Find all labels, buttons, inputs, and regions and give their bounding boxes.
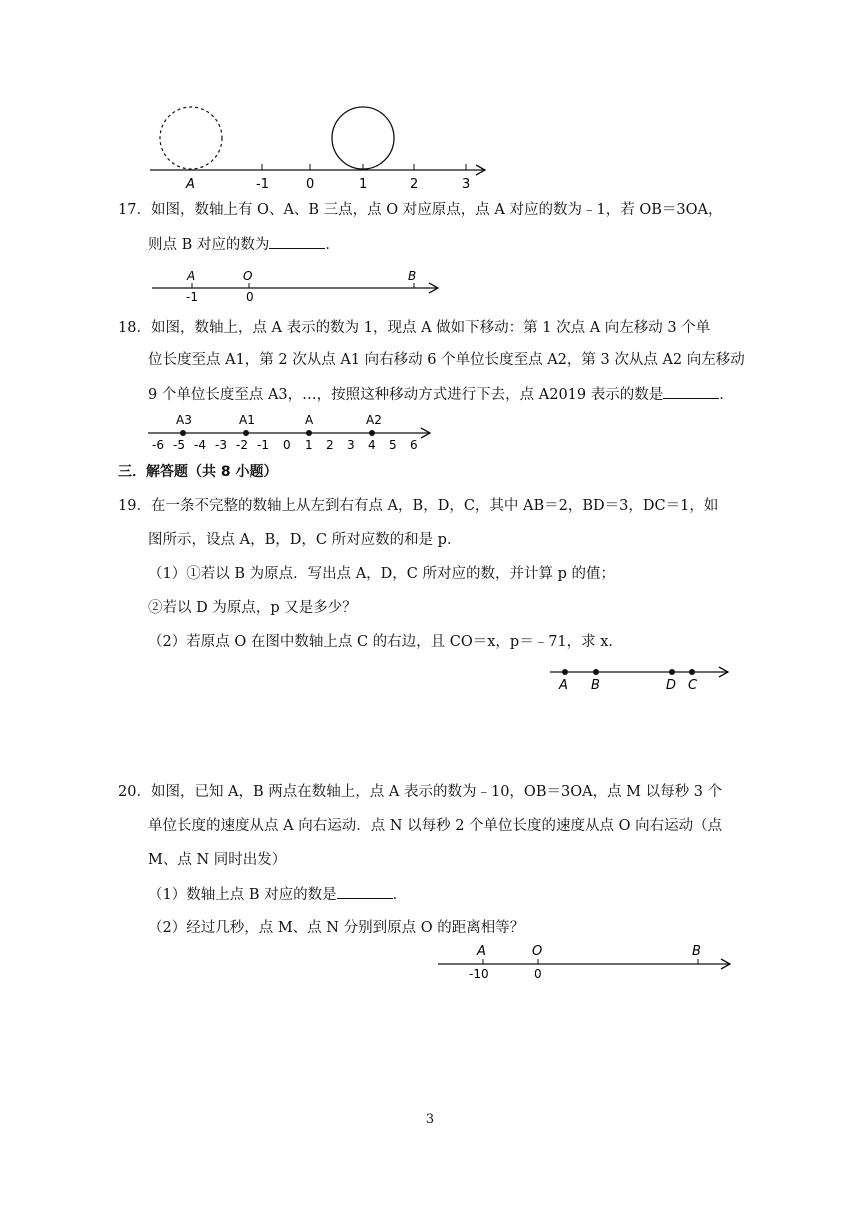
- tick-label: -4: [194, 438, 206, 452]
- q19-part2: （2）若原点 O 在图中数轴上点 C 的右边，且 CO＝x，p＝﹣71，求 x．: [148, 634, 623, 650]
- tick-label: 3: [347, 438, 355, 452]
- q18-line2: 位长度至点 A1，第 2 次从点 A1 向右移动 6 个单位长度至点 A2，第 3 次从点 A2 向左移动: [148, 352, 745, 368]
- q18-line3: 9 个单位长度至点 A3，…，按照这种移动方式进行下去，点 A2019 表示的数是 ．: [148, 384, 734, 405]
- circle-number-line-figure: [140, 100, 500, 200]
- q19-line2: 图所示，设点 A，B，D，C 所对应数的和是 p．: [148, 532, 462, 548]
- tick-label: -1: [256, 177, 269, 192]
- label-O: O: [532, 944, 543, 959]
- label-O: O: [243, 269, 253, 283]
- tick-label: -2: [236, 438, 248, 452]
- tick-label: -5: [173, 438, 185, 452]
- label-B: B: [408, 269, 417, 283]
- answer-blank: [269, 234, 325, 249]
- q17-line1: 17．如图，数轴上有 O、A、B 三点，点 O 对应原点，点 A 对应的数为﹣1，若 OB＝3OA，: [118, 202, 723, 218]
- q19-part1b: ②若以 D 为原点，p 又是多少？: [148, 600, 357, 616]
- q20-part2: （2）经过几秒，点 M、点 N 分别到原点 O 的距离相等？: [148, 920, 525, 936]
- tick-label: 2: [326, 438, 334, 452]
- tick-label: 4: [368, 438, 376, 452]
- label-A: A: [559, 678, 568, 693]
- q20-line2: 单位长度的速度从点 A 向右运动．点 N 以每秒 2 个单位长度的速度从点 O 向右运动（点: [148, 818, 723, 834]
- label-A: A: [305, 413, 314, 427]
- tick-label: -1: [186, 290, 198, 304]
- tick-label: -10: [469, 967, 489, 981]
- tick-label: 1: [305, 438, 313, 452]
- tick-label: 0: [246, 290, 254, 304]
- q17-number-line-figure: [148, 266, 448, 306]
- label-A3: A3: [176, 413, 192, 427]
- label-C: C: [688, 678, 698, 693]
- label-A: A: [186, 177, 195, 192]
- label-A2: A2: [366, 413, 382, 427]
- q19-part1a: （1）①若以 B 为原点．写出点 A，D，C 所对应的数，并计算 p 的值；: [148, 566, 616, 582]
- label-A: A: [187, 269, 196, 283]
- answer-blank: [663, 384, 719, 399]
- label-B: B: [692, 944, 701, 959]
- tick-label: 6: [410, 438, 418, 452]
- q17-line2: 则点 B 对应的数为 ．: [148, 234, 340, 255]
- dashed-circle: [160, 107, 222, 169]
- answer-blank: [337, 884, 393, 899]
- label-D: D: [666, 678, 677, 693]
- solid-circle: [332, 107, 394, 169]
- label-A: A: [477, 944, 486, 959]
- q20-part1: （1）数轴上点 B 对应的数是 ．: [148, 884, 407, 905]
- q20-number-line-figure: [434, 940, 734, 982]
- section-heading: 三．解答题（共 8 小题）: [118, 464, 278, 480]
- tick-label: -6: [152, 438, 164, 452]
- label-A1: A1: [239, 413, 255, 427]
- tick-label: 1: [359, 177, 368, 192]
- tick-label: 2: [410, 177, 419, 192]
- q18-number-line-figure: [146, 406, 436, 452]
- tick-label: 0: [306, 177, 315, 192]
- tick-label: 0: [534, 967, 542, 981]
- tick-label: 0: [283, 438, 291, 452]
- tick-label: -3: [215, 438, 227, 452]
- q18-line1: 18．如图，数轴上，点 A 表示的数为 1，现点 A 做如下移动：第 1 次点 A 向左移动 3 个单: [118, 320, 711, 336]
- tick-label: -1: [257, 438, 269, 452]
- q20-line3: M、点 N 同时出发）: [148, 852, 287, 868]
- page-number: 3: [425, 1112, 435, 1127]
- tick-label: 3: [462, 177, 471, 192]
- q19-number-line-figure: [548, 660, 738, 694]
- label-B: B: [591, 678, 600, 693]
- q19-line1: 19．在一条不完整的数轴上从左到右有点 A，B，D，C，其中 AB＝2，BD＝3，DC＝1，如: [118, 498, 719, 514]
- q20-line1: 20．如图，已知 A，B 两点在数轴上，点 A 表示的数为﹣10，OB＝3OA，点 M 以每秒 3 个: [118, 784, 723, 800]
- tick-label: 5: [389, 438, 397, 452]
